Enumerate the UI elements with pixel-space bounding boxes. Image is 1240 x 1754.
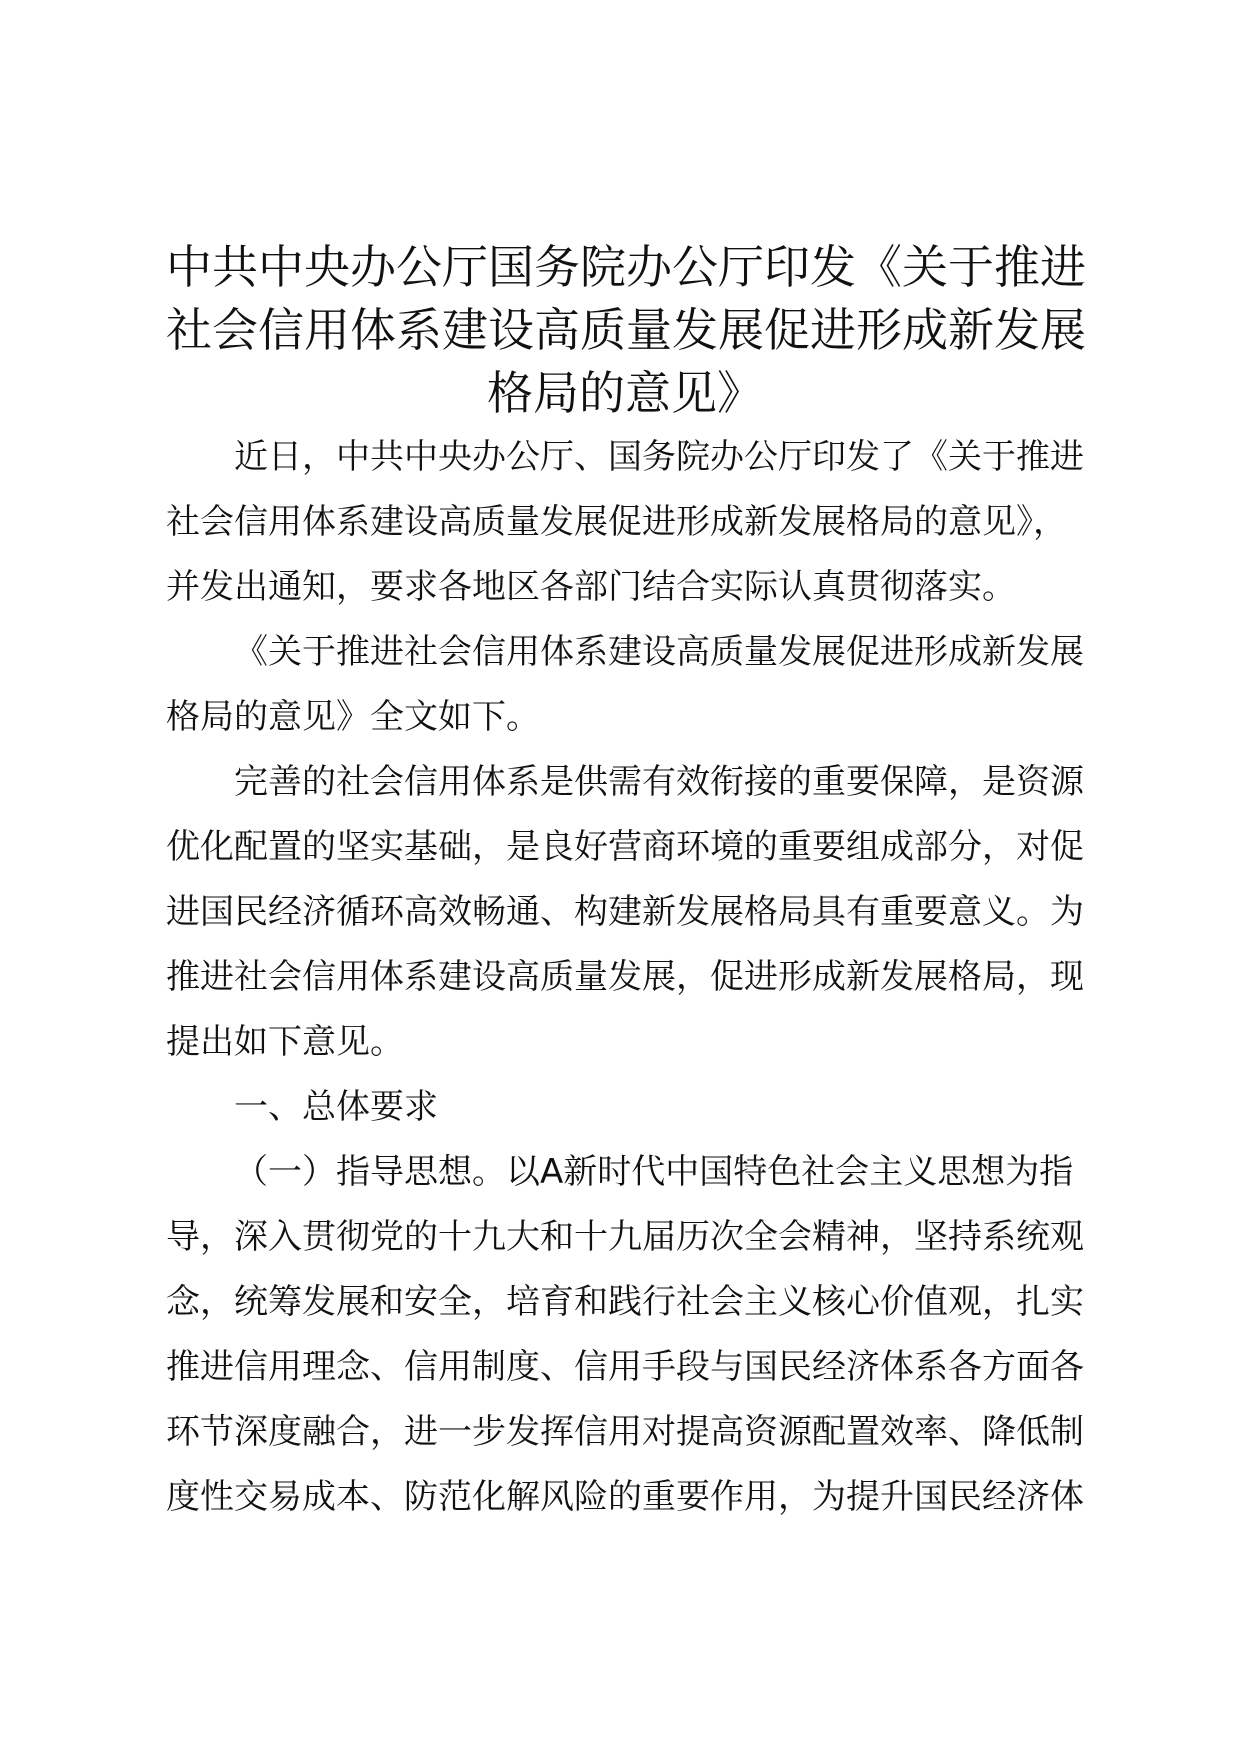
paragraph-line: 环节深度融合，进一步发挥信用对提高资源配置效率、降低制 xyxy=(166,1412,1084,1452)
paragraph-line: 完善的社会信用体系是供需有效衔接的重要保障，是资源 xyxy=(234,762,1084,802)
paragraph-line: 并发出通知，要求各地区各部门结合实际认真贯彻落实。 xyxy=(166,567,1016,607)
paragraph-line: 推进社会信用体系建设高质量发展，促进形成新发展格局，现 xyxy=(166,957,1084,997)
paragraph-line: 优化配置的坚实基础，是良好营商环境的重要组成部分，对促 xyxy=(166,827,1084,867)
paragraph-line: 度性交易成本、防范化解风险的重要作用，为提升国民经济体 xyxy=(166,1477,1084,1517)
paragraph-guiding-ideology xyxy=(166,1140,1084,1530)
paragraph-line: 导，深入贯彻党的十九大和十九届历次全会精神，坚持系统观 xyxy=(166,1217,1084,1257)
paragraph-line: 格局的意见》全文如下。 xyxy=(166,697,540,737)
section-heading-text: 一、总体要求 xyxy=(234,1087,438,1127)
paragraph-line: 进国民经济循环高效畅通、构建新发展格局具有重要意义。为 xyxy=(166,892,1084,932)
section-heading xyxy=(166,1075,1084,1140)
document-body xyxy=(166,236,1084,1530)
paragraph-line: 近日，中共中央办公厅、国务院办公厅印发了《关于推进 xyxy=(234,437,1084,477)
paragraph-line: 念，统筹发展和安全，培育和践行社会主义核心价值观，扎实 xyxy=(166,1282,1084,1322)
title-line: 格局的意见》 xyxy=(487,366,763,420)
title-line: 中共中央办公厅国务院办公厅印发《关于推进 xyxy=(166,240,1086,294)
paragraph-line: （一）指导思想。以A新时代中国特色社会主义思想为指 xyxy=(234,1152,1074,1192)
title-line: 社会信用体系建设高质量发展促进形成新发展 xyxy=(166,303,1086,357)
paragraph-fulltext-note xyxy=(166,620,1084,750)
paragraph-intro xyxy=(166,425,1084,620)
paragraph-line: 推进信用理念、信用制度、信用手段与国民经济体系各方面各 xyxy=(166,1347,1084,1387)
paragraph-line: 提出如下意见。 xyxy=(166,1022,404,1062)
paragraph-preamble xyxy=(166,750,1084,1075)
paragraph-line: 《关于推进社会信用体系建设高质量发展促进形成新发展 xyxy=(234,632,1084,672)
paragraph-line: 社会信用体系建设高质量发展促进形成新发展格局的意见》， xyxy=(166,502,1067,542)
document-title xyxy=(166,236,1084,425)
